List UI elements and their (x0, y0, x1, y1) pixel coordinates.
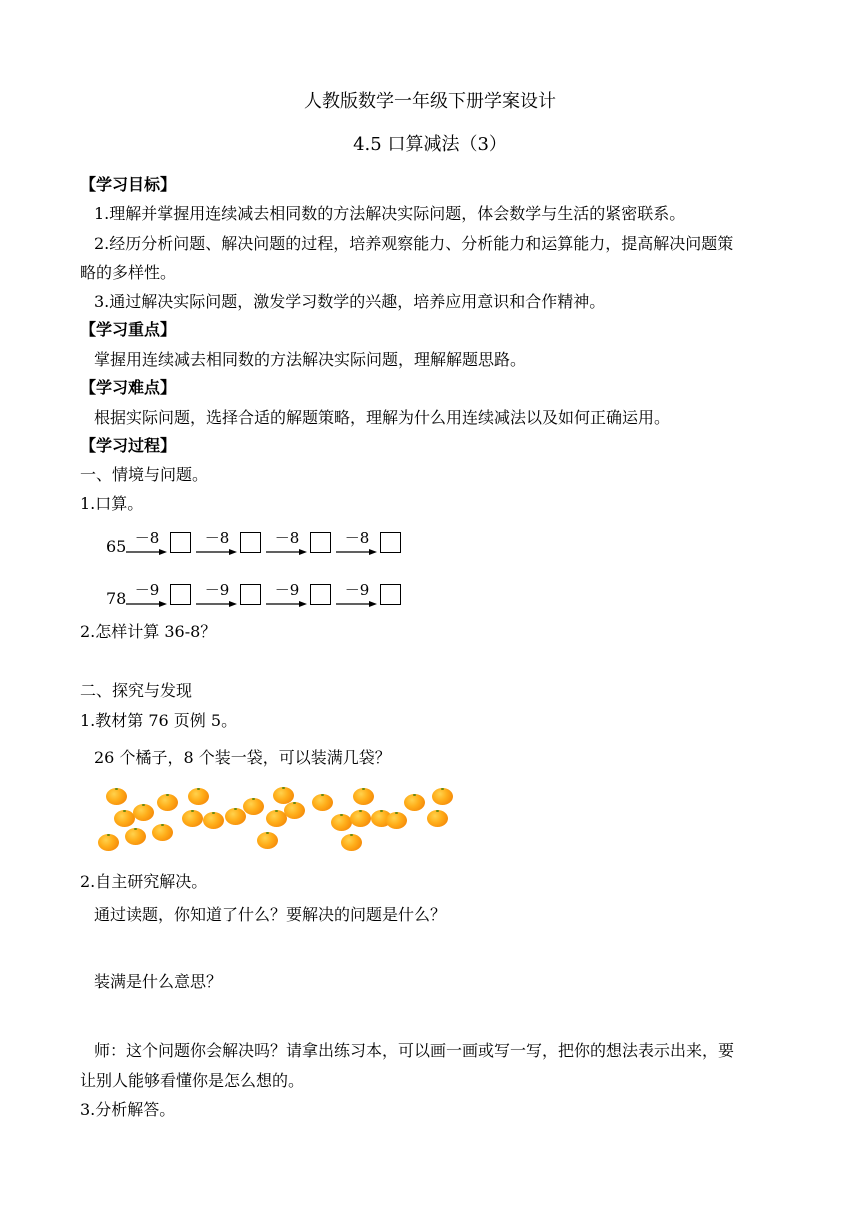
right-arrow-icon (126, 599, 168, 609)
goals-heading: 【学习目标】 (80, 175, 177, 194)
subtract-label: －9 (134, 581, 160, 599)
right-arrow-icon (196, 599, 238, 609)
right-arrow-icon (336, 547, 378, 557)
subtract-arrow (196, 583, 240, 613)
section-heading: 一、情境与问题。 (80, 465, 209, 484)
orange-icon (432, 788, 453, 805)
answer-box[interactable] (170, 584, 191, 605)
answer-box[interactable] (310, 584, 331, 605)
orange-icon (312, 794, 333, 811)
right-arrow-icon (196, 547, 238, 557)
subtract-label: －8 (344, 529, 370, 547)
answer-box[interactable] (380, 532, 401, 553)
subtract-label: －9 (344, 581, 370, 599)
right-arrow-icon (336, 599, 378, 609)
section-heading: 二、探究与发现 (80, 681, 193, 700)
orange-icon (152, 824, 173, 841)
subtract-arrow (196, 531, 240, 561)
difficulties-heading: 【学习难点】 (80, 378, 177, 397)
question-1: 1.口算。 (80, 494, 144, 513)
subtract-label: －9 (274, 581, 300, 599)
prompt-text: 装满是什么意思？ (94, 972, 223, 991)
prompt-text: 通过读题，你知道了什么？要解决的问题是什么？ (94, 905, 447, 924)
orange-icon (157, 794, 178, 811)
subtract-label: －8 (204, 529, 230, 547)
subtract-arrow (336, 583, 380, 613)
orange-icon (114, 810, 135, 827)
process-heading: 【学习过程】 (80, 436, 177, 455)
orange-illustration (96, 786, 446, 856)
answer-box[interactable] (240, 532, 261, 553)
right-arrow-icon (266, 547, 308, 557)
difficulties-text: 根据实际问题，选择合适的解题策略，理解为什么用连续减法以及如何正确运用。 (94, 408, 671, 427)
goal-item: 3.通过解决实际问题，激发学习数学的兴趣，培养应用意识和合作精神。 (94, 292, 606, 311)
question-2: 2.怎样计算 36-8？ (80, 622, 217, 641)
orange-icon (257, 832, 278, 849)
exercise-start-number: 65 (106, 537, 127, 556)
problem-text: 26 个橘子，8 个装一袋，可以装满几袋？ (94, 748, 391, 767)
orange-icon (182, 810, 203, 827)
orange-icon (341, 834, 362, 851)
orange-icon (133, 804, 154, 821)
subtract-arrow (336, 531, 380, 561)
orange-icon (106, 788, 127, 805)
answer-box[interactable] (310, 532, 331, 553)
answer-box[interactable] (170, 532, 191, 553)
key-points-text: 掌握用连续减去相同数的方法解决实际问题，理解解题思路。 (94, 350, 527, 369)
key-points-heading: 【学习重点】 (80, 320, 177, 339)
orange-icon (243, 798, 264, 815)
question-5: 3.分析解答。 (80, 1100, 176, 1119)
exercise-row (106, 583, 406, 613)
subtract-arrow (266, 583, 310, 613)
answer-box[interactable] (240, 584, 261, 605)
orange-icon (203, 812, 224, 829)
question-4: 2.自主研究解决。 (80, 872, 208, 891)
orange-icon (427, 810, 448, 827)
subtract-arrow (266, 531, 310, 561)
orange-icon (404, 794, 425, 811)
teacher-instruction: 师：这个问题你会解决吗？请拿出练习本，可以画一画或写一写，把你的想法表示出来，要 (94, 1041, 735, 1060)
subtract-label: －8 (134, 529, 160, 547)
orange-icon (386, 812, 407, 829)
lesson-subtitle: 4.5 口算减法（3） (353, 134, 507, 155)
orange-icon (188, 788, 209, 805)
exercise-row (106, 531, 406, 561)
question-3: 1.教材第 76 页例 5。 (80, 711, 238, 730)
subtract-arrow (126, 583, 170, 613)
subtract-label: －8 (274, 529, 300, 547)
orange-icon (350, 810, 371, 827)
right-arrow-icon (266, 599, 308, 609)
subtract-label: －9 (204, 581, 230, 599)
exercise-start-number: 78 (106, 589, 127, 608)
orange-icon (353, 788, 374, 805)
answer-box[interactable] (380, 584, 401, 605)
subtract-arrow (126, 531, 170, 561)
orange-icon (98, 834, 119, 851)
goal-item: 2.经历分析问题、解决问题的过程，培养观察能力、分析能力和运算能力，提高解决问题策 (94, 234, 734, 253)
orange-icon (331, 814, 352, 831)
orange-icon (284, 802, 305, 819)
orange-icon (225, 808, 246, 825)
teacher-instruction-continuation: 让别人能够看懂你是怎么想的。 (80, 1071, 305, 1090)
page-title: 人教版数学一年级下册学案设计 (304, 91, 556, 112)
orange-icon (125, 828, 146, 845)
right-arrow-icon (126, 547, 168, 557)
goal-item-continuation: 略的多样性。 (80, 263, 177, 282)
goal-item: 1.理解并掌握用连续减去相同数的方法解决实际问题，体会数学与生活的紧密联系。 (94, 204, 686, 223)
